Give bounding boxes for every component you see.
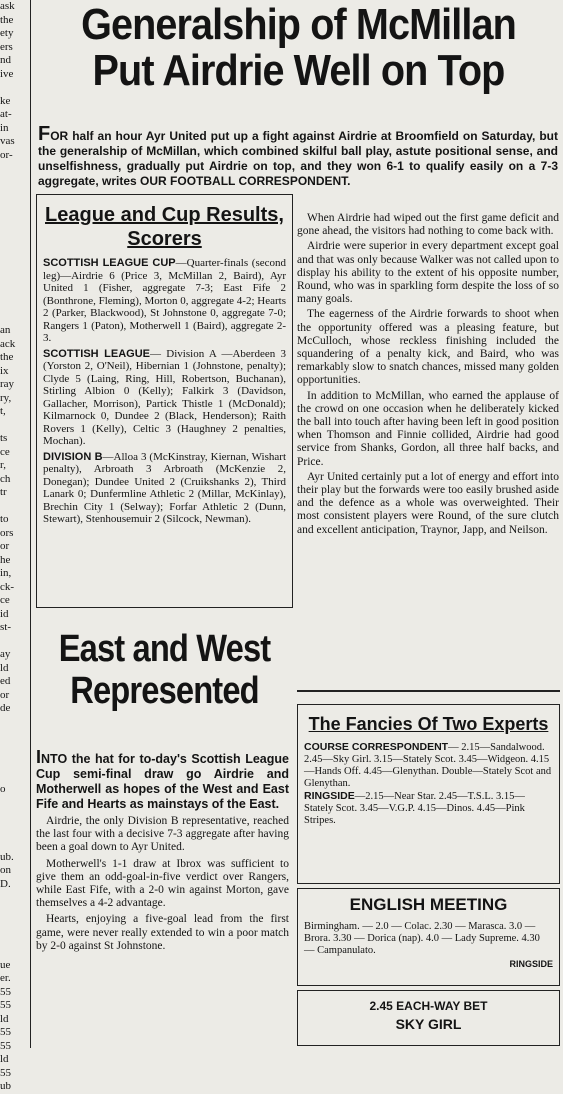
edge-fragment: an	[0, 324, 11, 336]
edge-fragment	[0, 932, 30, 946]
lead-text: NTO the hat for to-day's Scottish League Cup semi-final draw go Airdrie and Motherwell as hopes of the West and East Fife and Hearts as mainstays of the East.	[36, 752, 289, 811]
edge-fragment: ack	[0, 337, 16, 350]
edge-fragment: ck-	[0, 580, 15, 593]
course-correspondent-tips	[304, 741, 553, 790]
edge-fragment	[0, 297, 30, 311]
second-headline-line-1: East and West	[58, 628, 271, 670]
second-article-drop-cap: I	[36, 747, 42, 767]
edge-fragment: st-	[0, 621, 11, 633]
edge-fragment: 55	[0, 1026, 11, 1038]
edge-fragment: D.	[0, 877, 11, 890]
edge-fragment: id	[0, 607, 9, 620]
edge-fragment: ts	[0, 432, 8, 444]
edge-fragment: on	[0, 864, 11, 876]
edge-fragment	[0, 756, 30, 770]
edge-fragment: the	[0, 351, 14, 363]
results-box-title: League and Cup Results, Scorers	[45, 204, 284, 250]
section-text: — Division A —Aberdeen 3 (Yorston 2, O'Neil), Hibernian 1 (Johnstone, penalty); Clyde 5 (Laing, Ring, Hill, Robertson, Buchanan), Stirling Albion 0 (Kelly); Falkirk 3 (Davidson, Gallacher, Morrison), Partick Thistle 1 (McDonald); Kilmarnock 0, Dundee 2 (Black, Henderson); Raith Rovers 1 (Kelly), Celtic 3 (Haughney 2 penalties, Mochan).	[43, 347, 286, 447]
edge-fragment	[0, 770, 30, 784]
edge-fragment: ld	[0, 1012, 9, 1025]
edge-fragment: tr	[0, 486, 7, 498]
edge-fragment: ce	[0, 594, 10, 606]
edge-fragment: or	[0, 540, 10, 552]
edge-fragment	[0, 419, 30, 433]
edge-fragment: ask	[0, 0, 15, 12]
edge-fragment: r,	[0, 459, 6, 471]
edge-fragment: ch	[0, 472, 11, 485]
section-text: —Alloa 3 (McKinstray, Kiernan, Wishart penalty), Arbroath 3 Arbroath (McKenzie 2, Donegan); Dundee United 2 (Cruikshanks 2), Third Lanark 0; Dunfermline Athletic 2 (Millar, McKinlay), Brechin City 1 (Selway); Forfar Athletic 2 (Dunn, Stewart), Stenhousemuir 2 (Silcock, Newman).	[43, 450, 286, 525]
edge-fragment: 55	[0, 985, 11, 998]
edge-fragment	[0, 162, 30, 176]
each-way-bet-box	[297, 990, 560, 1046]
fancies-box	[297, 704, 560, 884]
second-headline	[54, 628, 275, 712]
edge-fragment	[0, 270, 30, 284]
tips-text: — 2.15—Sandalwood. 2.45—Sky Girl. 3.15—Stately Scot. 3.45—Widgeon. 4.15—Hands Off. 4.45—Glenythan. Double—Stately Scot and Glenythan.	[304, 742, 552, 789]
edge-fragment	[0, 216, 30, 230]
edge-fragment: er.	[0, 972, 11, 984]
column-divider	[297, 690, 560, 692]
second-article	[36, 747, 289, 956]
edge-fragment: ke	[0, 94, 11, 107]
edge-fragment	[0, 824, 30, 838]
edge-fragment	[0, 810, 30, 824]
edge-fragment: ub.	[0, 850, 14, 863]
english-meeting-title: ENGLISH MEETING	[349, 895, 508, 914]
edge-fragment	[0, 743, 30, 757]
edge-fragment	[0, 837, 30, 851]
edge-fragment	[0, 81, 30, 95]
ringside-tips	[304, 790, 553, 827]
edge-fragment: in	[0, 121, 9, 134]
result-section-league-cup	[43, 257, 286, 345]
bet-label: 2.45 EACH-WAY BET	[369, 999, 488, 1013]
edge-fragment: at-	[0, 108, 12, 120]
edge-fragment: 55	[0, 1039, 11, 1052]
main-headline-line-2: Put Airdrie Well on Top	[92, 46, 505, 95]
edge-fragment: vas	[0, 135, 15, 147]
edge-fragment	[0, 918, 30, 932]
edge-fragment	[0, 716, 30, 730]
edge-fragment: ub	[0, 1080, 11, 1092]
edge-fragment: 55	[0, 1066, 11, 1079]
tips-text: —2.15—Near Star. 2.45—T.S.L. 3.15—Stately Scot. 3.45—V.G.P. 4.15—Dinos. 4.45—Pink Stripes.	[304, 791, 525, 826]
section-heading: SCOTTISH LEAGUE	[43, 347, 151, 360]
column-rule	[30, 0, 31, 1048]
second-article-paragraph: Motherwell's 1-1 draw at Ibrox was sufficient to give them an odd-goal-in-five verdict over Rangers, while East Fife, with a 2-0 win against Morton, gave themselves a 4-2 advantage.	[36, 857, 289, 910]
edge-fragment: ay	[0, 648, 11, 660]
tips-heading: RINGSIDE	[304, 790, 355, 802]
edge-fragment	[0, 729, 30, 743]
result-section-division-a	[43, 348, 286, 448]
edge-fragment	[0, 203, 30, 217]
result-section-division-b	[43, 451, 286, 526]
edge-fragment: in,	[0, 567, 12, 579]
edge-fragment: ue	[0, 958, 11, 971]
intro-drop-cap: F	[38, 123, 51, 145]
bet-selection: SKY GIRL	[395, 1016, 462, 1032]
edge-fragment: o	[0, 783, 6, 795]
edge-fragment: he	[0, 553, 11, 566]
edge-fragment: ray	[0, 378, 15, 390]
report-paragraph: Airdrie were superior in every department except goal and that was only because Walker was not called upon to display his ability to the extent of his opposite number, Round, who was in sparkling form despite the loss of so many goals.	[297, 240, 560, 306]
edge-fragment: or-	[0, 148, 13, 161]
edge-fragment	[0, 176, 30, 190]
edge-fragment	[0, 891, 30, 905]
second-article-paragraph: Airdrie, the only Division B representative, reached the last four with a decisive 7-3 aggregate after having been a goal down to Ayr United.	[36, 815, 289, 854]
edge-fragment: ed	[0, 675, 11, 687]
edge-fragment: ry,	[0, 391, 12, 404]
second-article-paragraph: Hearts, enjoying a five-goal lead from the first game, were never really extended to win a poor match by 2-0 against St Johnstone.	[36, 913, 289, 952]
edge-fragment: ix	[0, 364, 9, 377]
report-paragraph: Ayr United certainly put a lot of energy and effort into their play but the forwards were too easily brushed aside and the defence as a whole was overweighted. Their most consistent players were Round, of the sure clutch and excellent anticipation, Traynor, Japp, and Neilson.	[297, 470, 559, 536]
section-heading: DIVISION B	[43, 450, 103, 463]
edge-fragment: the	[0, 13, 14, 26]
edge-fragment: ld	[0, 661, 9, 674]
intro-paragraph	[38, 123, 558, 189]
edge-fragment	[0, 189, 30, 203]
edge-fragment	[0, 243, 30, 257]
english-meeting-tips: Birmingham. — 2.0 — Colac. 2.30 — Marasca. 3.0 — Brora. 3.30 — Dorica (nap). 4.0 — Lady Supreme. 4.30 — Campanulato.	[304, 921, 540, 956]
edge-fragment	[0, 635, 30, 649]
edge-fragment: ive	[0, 67, 14, 80]
edge-fragment: nd	[0, 54, 11, 66]
edge-fragment: ce	[0, 445, 10, 458]
edge-fragment	[0, 500, 30, 514]
edge-fragment	[0, 230, 30, 244]
adjacent-column-fragments	[0, 0, 30, 1092]
main-headline-line-1: Generalship of McMillan	[81, 0, 516, 49]
edge-fragment	[0, 284, 30, 298]
edge-fragment	[0, 311, 30, 325]
edge-fragment: to	[0, 513, 9, 525]
edge-fragment	[0, 257, 30, 271]
english-meeting-box	[297, 888, 560, 986]
section-text: —Quarter-finals (second leg)—Airdrie 6 (Price 3, McMillan 2, Baird), Ayr United 1 (Fisher, aggregate 7-3; East Fife 2 (Bonthrone, Fleming), Morton 0, aggregate 4-2; Hearts 2 (Parker, Blackwood), St Johnstone 0, aggregate 7-0; Rangers 1 (Paton), Motherwell 1 (Baird), aggregate 2-3.	[43, 257, 286, 344]
report-paragraph: In addition to McMillan, who earned the applause of the crowd on one occasion when he deliberately kicked the ball into touch after having been left in good position when Thomson and Finnie collided, Airdrie had good service from Shanks, Gordon, all three half backs, and Price.	[297, 389, 559, 468]
edge-fragment	[0, 905, 30, 919]
edge-fragment: ers	[0, 40, 13, 53]
report-paragraph: When Airdrie had wiped out the first game deficit and gone ahead, the visitors had nothing to come back with.	[297, 212, 559, 238]
fancies-box-title: The Fancies Of Two Experts	[308, 714, 549, 734]
edge-fragment: or	[0, 688, 10, 701]
report-paragraph: The eagerness of the Airdrie forwards to shoot when the opportunity offered was a pleasing feature, but McCulloch, whose reckless finishing included the squandering of a penalty kick, and Baird, who was remarkably slow to snatch chances, missed many golden opportunities.	[297, 308, 559, 387]
edge-fragment: t,	[0, 405, 6, 417]
tips-heading: COURSE CORRESPONDENT	[304, 741, 449, 753]
edge-fragment: ety	[0, 27, 14, 39]
second-headline-line-2: Represented	[70, 670, 259, 712]
edge-fragment	[0, 945, 30, 959]
edge-fragment: ors	[0, 526, 14, 539]
main-headline	[60, 2, 536, 94]
edge-fragment: ld	[0, 1053, 9, 1065]
edge-fragment: de	[0, 702, 11, 714]
edge-fragment	[0, 797, 30, 811]
section-heading: SCOTTISH LEAGUE CUP	[43, 257, 176, 269]
second-article-lead	[36, 747, 289, 812]
intro-text: OR half an hour Ayr United put up a fight against Airdrie at Broomfield on Saturday, but the generalship of McMillan, which combined skilful ball play, astute positional sense, and unselfishness, gradually put Airdrie on top, and they won 6-1 to qualify easily on a 7-3 aggregate, writes OUR FOOTBALL CORRESPONDENT.	[38, 129, 558, 188]
results-box	[36, 194, 293, 608]
report-column	[297, 212, 559, 539]
english-meeting-credit: RINGSIDE	[509, 959, 553, 969]
edge-fragment: 55	[0, 999, 11, 1011]
